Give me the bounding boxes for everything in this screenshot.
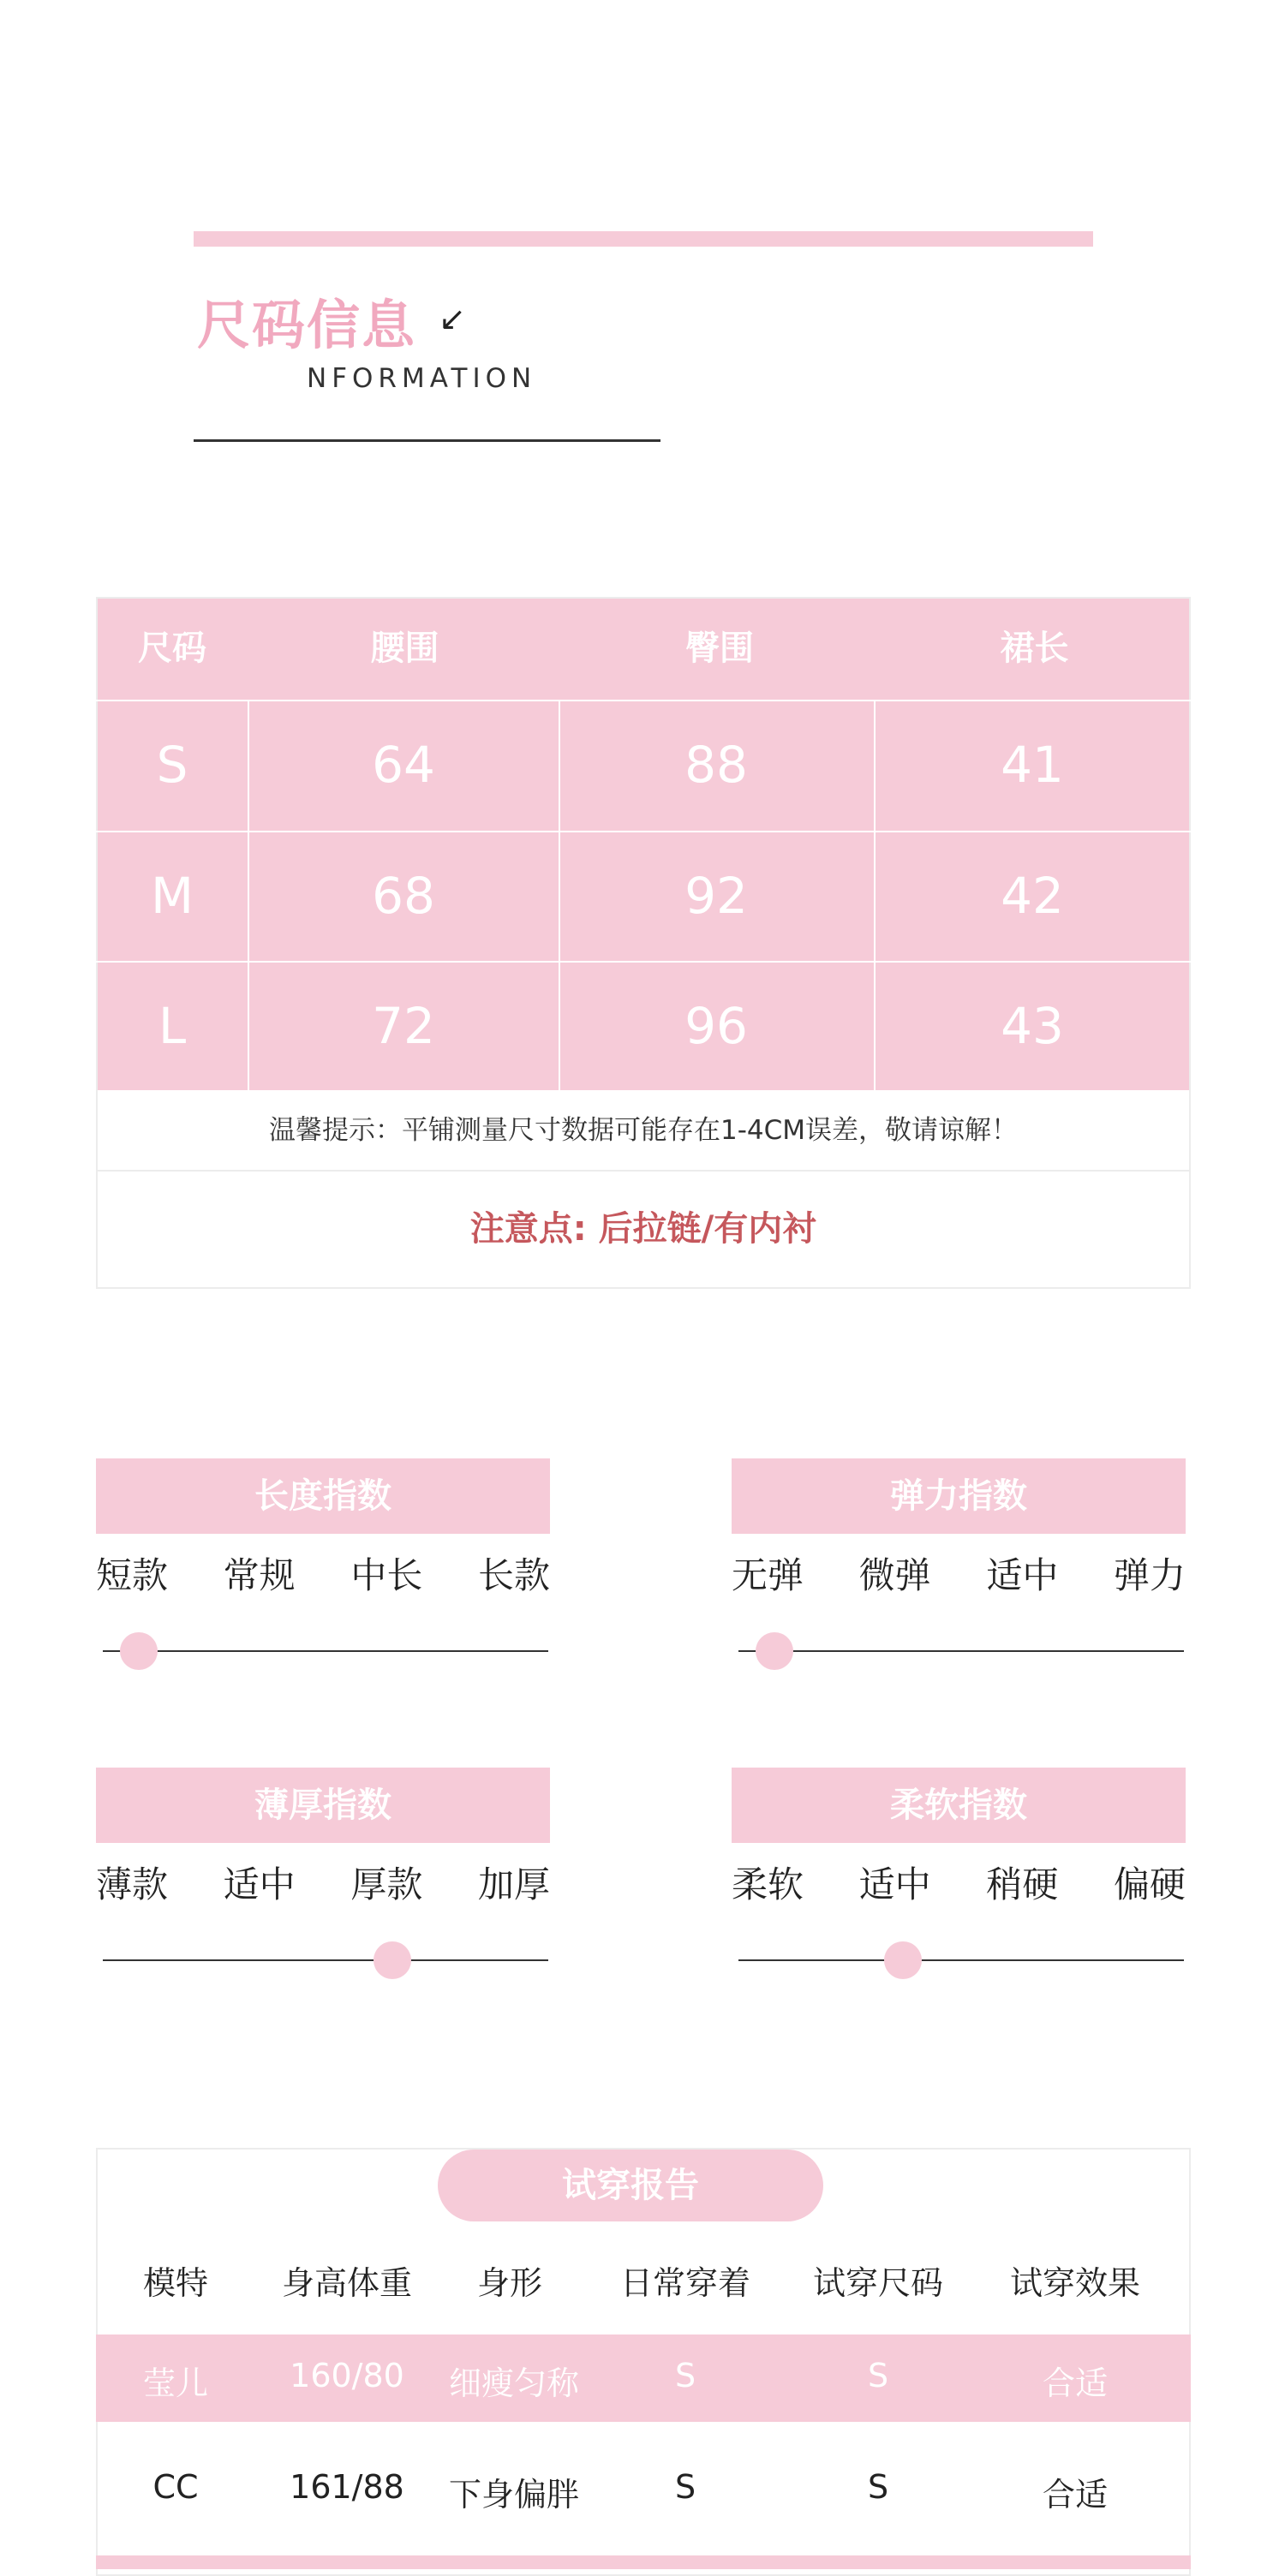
option-label: 微弹	[858, 1554, 931, 1596]
thickness-index-track	[103, 1959, 548, 1961]
hip-cell: 96	[684, 997, 748, 1055]
report-header-try-size: 试穿尺码	[812, 2264, 943, 2302]
header-accent-bar	[194, 231, 1093, 247]
option-label: 加厚	[477, 1863, 550, 1905]
report-cell: 合适	[1042, 2364, 1108, 2402]
header-underline	[194, 439, 660, 442]
size-cell: L	[158, 997, 187, 1055]
softness-index-knob[interactable]	[884, 1941, 922, 1979]
length-cell: 42	[1001, 867, 1064, 925]
attention-note: 注意点: 后拉链/有内衬	[469, 1209, 817, 1249]
thickness-index	[96, 1768, 550, 1915]
elasticity-index	[732, 1458, 1186, 1606]
length-index	[96, 1458, 550, 1606]
option-label: 柔软	[732, 1863, 804, 1905]
try-on-report-title: 试穿报告	[438, 2150, 823, 2221]
option-label: 适中	[858, 1863, 931, 1905]
softness-index-track	[738, 1959, 1184, 1961]
option-label: 常规	[223, 1554, 296, 1596]
hip-cell: 88	[684, 736, 748, 794]
waist-col-header: 腰围	[370, 629, 439, 668]
length-index-knob[interactable]	[120, 1632, 158, 1670]
report-cell: 161/88	[290, 2468, 404, 2506]
length-index-options	[96, 1546, 550, 1606]
thickness-index-knob[interactable]	[374, 1941, 411, 1979]
elasticity-index-options	[732, 1546, 1186, 1606]
option-label: 弹力	[1113, 1554, 1186, 1596]
softness-index	[732, 1768, 1186, 1915]
thickness-index-label: 薄厚指数	[96, 1768, 550, 1843]
option-label: 偏硬	[1113, 1863, 1186, 1905]
report-cell: 下身偏胖	[448, 2476, 579, 2513]
report-header-body-type: 身形	[476, 2264, 542, 2302]
elasticity-index-label: 弹力指数	[732, 1458, 1186, 1534]
arrow-down-left-icon: ↙	[439, 300, 466, 337]
report-header-height-weight: 身高体重	[281, 2264, 412, 2302]
option-label: 薄款	[96, 1863, 169, 1905]
length-cell: 41	[1001, 736, 1064, 794]
option-label: 无弹	[732, 1554, 804, 1596]
option-label: 中长	[350, 1554, 423, 1596]
softness-index-options	[732, 1855, 1186, 1915]
option-label: 适中	[986, 1554, 1059, 1596]
length-index-track	[103, 1650, 548, 1652]
length-index-label: 长度指数	[96, 1458, 550, 1534]
length-cell: 43	[1001, 997, 1064, 1055]
hip-col-header: 臀围	[685, 629, 754, 668]
report-cell: 160/80	[290, 2357, 404, 2394]
measurement-tip: 温馨提示：平铺测量尺寸数据可能存在1-4CM误差，敬请谅解！	[268, 1115, 1019, 1146]
elasticity-index-knob[interactable]	[756, 1632, 793, 1670]
report-cell: 细瘦匀称	[448, 2364, 579, 2402]
option-label: 长款	[477, 1554, 550, 1596]
report-cell: 莹儿	[142, 2364, 208, 2402]
report-cell: S	[867, 2357, 889, 2394]
option-label: 短款	[96, 1554, 169, 1596]
thickness-index-options	[96, 1855, 550, 1915]
length-col-header: 裙长	[1000, 629, 1069, 668]
report-header-model: 模特	[142, 2264, 208, 2302]
size-info-subtitle: NFORMATION	[307, 363, 537, 394]
report-cell: S	[867, 2468, 889, 2506]
hip-cell: 92	[684, 867, 748, 925]
report-cell: S	[674, 2468, 696, 2506]
size-col-header: 尺码	[138, 629, 206, 668]
size-info-title: 尺码信息	[197, 294, 417, 356]
option-label: 适中	[223, 1863, 296, 1905]
size-cell: M	[150, 867, 194, 925]
report-cell: CC	[152, 2468, 199, 2506]
waist-cell: 68	[372, 867, 435, 925]
report-header-daily-size: 日常穿着	[619, 2264, 750, 2302]
option-label: 厚款	[350, 1863, 423, 1905]
option-label: 稍硬	[986, 1863, 1059, 1905]
report-header-fit: 试穿效果	[1009, 2264, 1140, 2302]
elasticity-index-track	[738, 1650, 1184, 1652]
report-next-row-edge	[96, 2555, 1191, 2569]
report-cell: 合适	[1042, 2476, 1108, 2513]
size-cell: S	[156, 736, 188, 794]
softness-index-label: 柔软指数	[732, 1768, 1186, 1843]
waist-cell: 64	[372, 736, 435, 794]
waist-cell: 72	[372, 997, 435, 1055]
report-cell: S	[674, 2357, 696, 2394]
